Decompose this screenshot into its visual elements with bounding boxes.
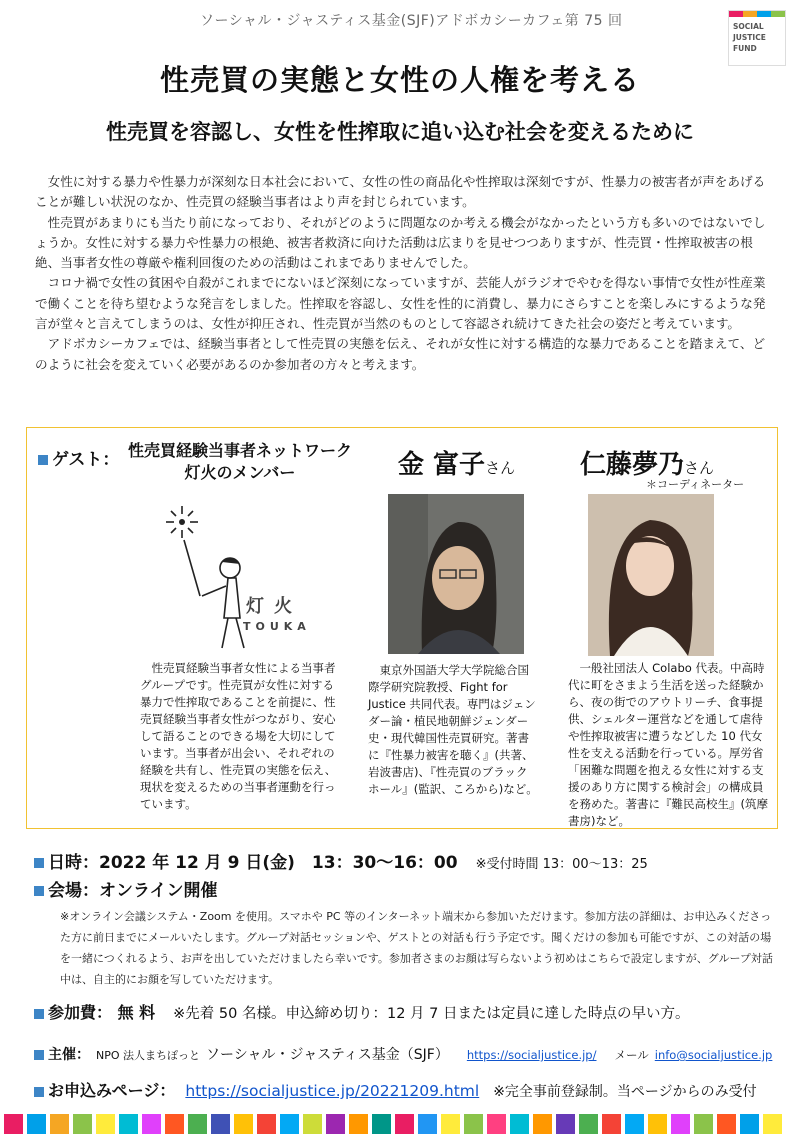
guest-org-description: 性売買経験当事者女性による当事者グループです。性売買が女性に対する暴力で性搾取であることを前提に、性売買経験当事者女性がつながり、安心して語ることのできる場を大切にしています。当事者が出会い、それぞれの経験を共有し、性売買の実態を伝え、現状を変えるための当事者運動を行っています。 [140, 661, 337, 811]
color-block [73, 1114, 92, 1134]
touka-logo-text: 灯火 [246, 596, 302, 617]
event-date: 日時：2022 年 12 月 9 日(金) 13：30〜16：00 ※受付時間 13：00〜13：25 [34, 848, 648, 873]
color-block [280, 1114, 299, 1134]
page-subtitle: 性売買を容認し、女性を性搾取に追い込む社会を変えるために [106, 120, 694, 144]
guest-label: ゲスト： [38, 445, 119, 470]
color-block [303, 1114, 322, 1134]
coordinator-label: ＊コーディネーター [646, 478, 745, 491]
organizer-mail-link[interactable]: info@socialjustice.jp [654, 1048, 773, 1062]
bullet-square-icon [34, 858, 44, 868]
reception-time: ※受付時間 13：00〜13：25 [475, 857, 648, 872]
guest-name-kin: 金 富子さん [398, 450, 516, 480]
color-block [96, 1114, 115, 1134]
color-block [464, 1114, 483, 1134]
bullet-square-icon [34, 1009, 44, 1019]
color-block [487, 1114, 506, 1134]
online-note: ※オンライン会議システム・Zoom を使用。スマホや PC 等のインターネット端末から参加いただけます。参加方法の詳細は、お申込みくださった方に前日までにメールいたします。グループ対話セッションや、ゲストとの対話も行う予定です。聞くだけの参加も可能ですが、この対話の場を一緒につくれるよう、お声を出していただけましたら幸いです。参加者さまのお顔は写らないよう初めはこちらで設定しますが、グループ対話中は、自主的にお顔を写していただけます。 [60, 910, 773, 986]
color-block [142, 1114, 161, 1134]
guest-org-name: 性売買経験当事者ネットワーク 灯火のメンバー [127, 441, 352, 482]
color-block [372, 1114, 391, 1134]
color-block [441, 1114, 460, 1134]
guest-desc-kin: 東京外国語大学大学院総合国際学研究院教授、Fight for Justice 共同代表。専門はジェンダー論・植民地朝鮮ジェンダー史・現代韓国性売買研究。著書に『性暴力被害を聴く』(共著、岩波書店)、『性売買のブラックホール』(監訳、ころから)など。 [368, 663, 538, 796]
fee-note: ※先着 50 名様。申込締め切り：12 月 7 日または定員に達した時点の早い方。 [173, 1006, 690, 1022]
color-block [740, 1114, 759, 1134]
color-block [717, 1114, 736, 1134]
color-block [602, 1114, 621, 1134]
color-block [625, 1114, 644, 1134]
decorative-color-bar [0, 1114, 800, 1134]
color-block [671, 1114, 690, 1134]
color-block [257, 1114, 276, 1134]
touka-logo-icon [150, 500, 350, 660]
color-block [510, 1114, 529, 1134]
series-header: ソーシャル・ジャスティス基金(SJF)アドボカシーカフェ第 75 回 [200, 13, 623, 29]
touka-logo-roman: TOUKA [243, 620, 311, 633]
color-block [648, 1114, 667, 1134]
event-venue: 会場：オンライン開催 [34, 876, 218, 901]
color-block [349, 1114, 368, 1134]
bullet-square-icon [38, 455, 48, 465]
color-block [119, 1114, 138, 1134]
color-block [165, 1114, 184, 1134]
guest-desc-nito: 一般社団法人 Colabo 代表。中高時代に町をさまよう生活を送った経験から、夜の街でのアウトリーチ、食事提供、シェルター運営などを通して虐待や性搾取被害に遭うなどした 10 代女性を支える活動を行っている。厚労省「困難な問題を抱える女性に対する支援のあり方に関する検討会」の構成員を務めた。著書に『難民高校生』(筑摩書房)など。 [568, 661, 768, 828]
color-block [763, 1114, 782, 1134]
color-block [326, 1114, 345, 1134]
color-block [533, 1114, 552, 1134]
intro-paragraph: 女性に対する暴力や性暴力が深刻な日本社会において、女性の性の商品化や性搾取は深刻ですが、性暴力の被害者が声をあげることが難しい状況のなか、性売買の経験当事者はより声を封じられています。 [35, 174, 766, 210]
color-block [418, 1114, 437, 1134]
color-block [395, 1114, 414, 1134]
logo-text: SOCIAL JUSTICE FUND [733, 22, 766, 53]
intro-paragraph: 性売買があまりにも当たり前になっており、それがどのように問題なのか考える機会がなかったという方も多いのではないでしょうか。女性に対する暴力や性暴力の根絶、被害者救済に向けた活動は広まりを見せつつありますが、性売買・性搾取被害の根絶、当事者女性の尊厳や権利回復のための活動はこれまでありませんでした。 [35, 214, 766, 271]
bullet-square-icon [34, 886, 44, 896]
application-row: お申込みページ： https://socialjustice.jp/20221209.html ※完全事前登録制。当ページからのみ受付 [34, 1078, 757, 1101]
color-block [234, 1114, 253, 1134]
color-block [27, 1114, 46, 1134]
color-block [211, 1114, 230, 1134]
bullet-square-icon [34, 1087, 44, 1097]
color-block [694, 1114, 713, 1134]
event-fee: 参加費： 無 料 ※先着 50 名様。申込締め切り：12 月 7 日または定員に達した時点の早い方。 [34, 1000, 689, 1023]
guest-photo-kin [388, 494, 524, 654]
organizer-url-link[interactable]: https://socialjustice.jp/ [466, 1048, 597, 1062]
intro-text [35, 172, 770, 375]
color-block [556, 1114, 575, 1134]
color-block [50, 1114, 69, 1134]
color-block [4, 1114, 23, 1134]
guest-photo-nito [588, 494, 714, 656]
bullet-square-icon [34, 1050, 44, 1060]
application-link[interactable]: https://socialjustice.jp/20221209.html [185, 1082, 480, 1100]
guest-name-nito: 仁藤夢乃さん [580, 450, 715, 480]
intro-paragraph: アドボカシーカフェでは、経験当事者として性売買の実態を伝え、それが女性に対する構造的な暴力であることを踏まえて、どのように社会を変えていく必要があるのか参加者の方々と考えます。 [35, 336, 766, 372]
color-block [188, 1114, 207, 1134]
color-block [579, 1114, 598, 1134]
intro-paragraph: コロナ禍で女性の貧困や自殺がこれまでにないほど深刻になっていますが、芸能人がラジオでやむを得ない事情で女性が性産業で働くことを待ち望むような発言をしました。性搾取を容認し、女性を性的に消費し、暴力にさらすことを楽しみにするような発言が堂々と言えてしまうのは、女性が抑圧され、性売買が当然のものとして容認され続けてきた社会の姿だと考えています。 [35, 275, 766, 332]
organizer-row: 主催： NPO 法人まちぽっと ソーシャル・ジャスティス基金（SJF） https://socialjustice.jp/ メール info@socialjustice.jp [34, 1044, 772, 1064]
page-title: 性売買の実態と女性の人権を考える [159, 63, 640, 97]
